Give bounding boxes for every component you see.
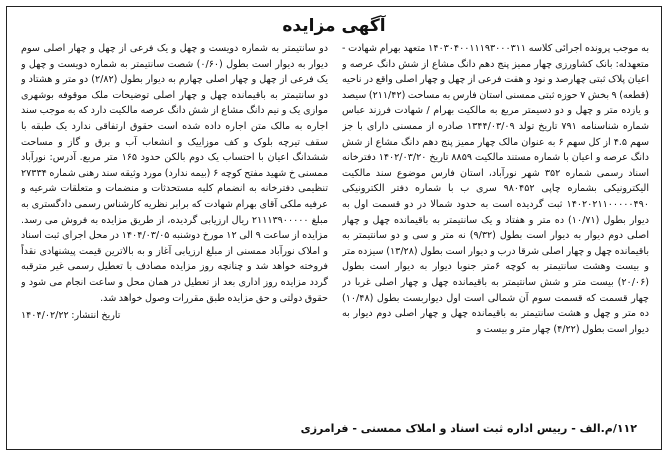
notice-column-left	[21, 41, 328, 415]
notice-title: آگهی مزایده	[282, 16, 386, 36]
notice-text-left: دو سانتیمتر به شماره دویست و چهل و یک فرعی از چهل و چهار اصلی سوم دیوار به دیوار است بطول (۰/۶۰) شصت سانتیمتر به شماره دویست و چهل و یک فرعی از چهل و چهار اصلی چهارم به دیوار بطول (۲/۸۲) دو متر و هشتاد و دو سانتیمتر به باقیمانده چهل و چهار اصلی توضیحات ملک موقوفه بوشهری موازی یک و نیم دانگ مشاع از شش دانگ عرصه مالکیت دارد که به موجب سند اجاره به مالک متن اجاره داده شده است حقوق ارتفاقی ندارد یک طبقه با سقف تیرچه بلوک و کف موزاییک و انشعاب آب و برق و گاز و مساحت ششدانگ اعیان با احتساب یک دوم بالکن حدود ۱۶۵ متر مربع. آدرس: نورآباد ممسنی خ شهید مفتح کوچه ۶ (بیمه ندارد) مورد وثیقه سند رهنی شماره ۲۷۳۳۴ تنظیمی دفترخانه به انضمام کلیه مستحدثات و منضمات و متعلقات شرعیه و عرفیه ملکی آقای بهرام شهادت که برابر نظریه کارشناس رسمی دادگستری به مبلغ ۲۱۱۱۳۹۰۰۰۰۰ ریال ارزیابی گردیده، از طریق مزایده به فروش می رسد. مزایده از ساعت ۹ الی ۱۲ مورخ دوشنبه ۱۴۰۴/۰۳/۰۵ در محل اجرای ثبت اسناد و املاک نورآباد ممسنی از مبلغ ارزیابی آغاز و به بالاترین قیمت پیشنهادی نقداً فروخته خواهد شد و چنانچه روز مزایده مصادف با تعطیل رسمی غیر مترقبه گردد مزایده روز اداری بعد از تعطیل در همان محل و ساعت انجام می شود و حقوق دولتی و حق مزایده طبق مقررات وصول خواهد شد.	[21, 43, 328, 304]
publish-date: تاریخ انتشار: ۱۴۰۴/۰۲/۲۲	[21, 310, 121, 322]
notice-text-right: به موجب پرونده اجرائی کلاسه ۱۴۰۳۰۴۰۰۱۱۱۹۳۰۰۰۳۱۱ متعهد بهرام شهادت - متعهدله: بانک کشاورزی چهار ممیز پنج دهم دانگ مشاع از شش دانگ عرصه و اعیان پلاک ثبتی چهارصد و نود و هفت فرعی از چهل و چهار اصلی واقع در ناحیه (قطعه) ۹ بخش ۷ حوزه ثبتی ممسنی استان فارس به مساحت (۲۱۱/۴۲) سیصد و یازده متر و چهل و دو دسیمتر مربع به مالکیت بهرام / شهادت فرزند عباس شماره شناسنامه ۷۹۱ تاریخ تولد ۱۳۴۴/۰۳/۰۹ صادره از ممسنی دارای با جز سهم ۴.۵ از کل سهم ۶ به عنوان مالک چهار ممیز پنج دهم دانگ مشاع از شش دانگ عرصه و اعیان با شماره مستند مالکیت ۸۸۵۹ تاریخ ۱۴۰۲/۰۳/۲۰ دفترخانه اسناد رسمی شماره ۳۵۲ شهر نورآباد، استان فارس موضوع سند مالکیت الیکترونیکی بشماره چاپی ۹۸۰۴۵۲ سری ب با شماره دفتر الکترونیکی ۱۴۰۲۰۲۱۱۰۰۰۰۰۴۹۰ ثبت گردیده است به حدود شمالا در دو قسمت اول به دیوار بطول (۱۰/۷۱) ده متر و هفتاد و یک سانتیمتر به باقیمانده چهل و چهار اصلی دوم دیوار به دیوار است بطول (۹/۳۲) نه متر و سی و دو سانتیمتر به باقیمانده چهل و چهار اصلی شرقا درب و دیوار است بطول (۱۳/۲۸) سیزده متر و بیست وهشت سانتیمتر به کوچه ۶متر جنوبا دیوار به دیوار است بطول (۲۰/۰۶) بیست متر و شش سانتیمتر به باقیمانده چهل و چهار اصلی غربا در چهار قسمت که قسمت سوم آن شمالی است اول دیواربست بطول (۱۰/۴۸) ده متر و چهل و هشت سانتیمتر به باقیمانده چهل و چهار اصلی دوم دیوار به دیوار است بطول (۴/۲۲) چهار متر و بیست و	[342, 43, 649, 335]
notice-frame	[6, 6, 662, 450]
notice-signature: ۱۱۲/م.الف - رییس اداره ثبت اسناد و املاک ممسنی - فرامرزی	[300, 422, 637, 435]
notice-column-right	[342, 41, 649, 415]
notice-body	[21, 41, 649, 415]
